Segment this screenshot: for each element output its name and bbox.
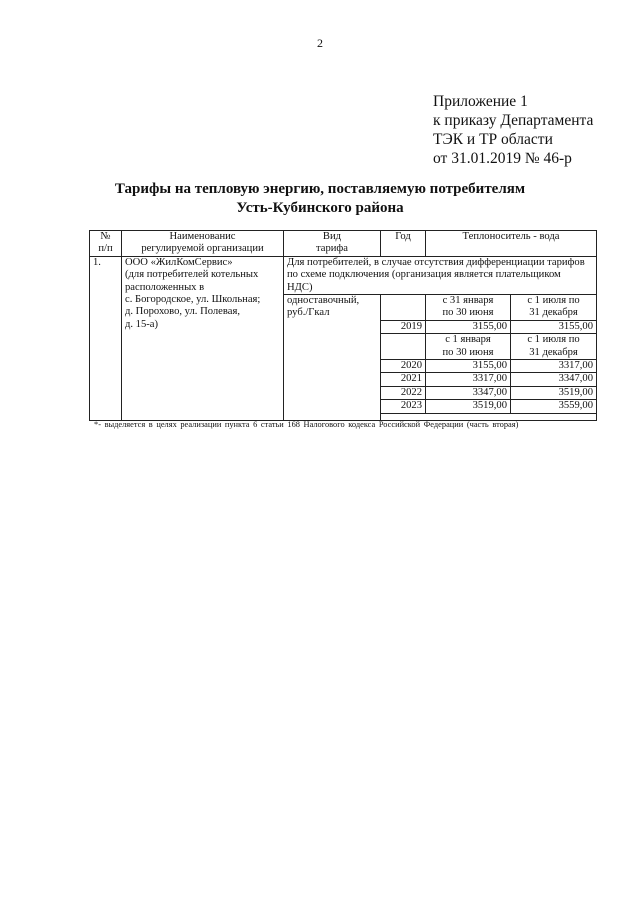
- header-text: п/п: [98, 243, 113, 255]
- period-line: с 1 января: [445, 334, 491, 346]
- year-cell: 2021: [381, 373, 426, 386]
- organization-line: расположенных в: [125, 281, 205, 293]
- period-second-half: [511, 334, 597, 360]
- consumers-note: [284, 256, 597, 294]
- note-line: НДС): [287, 281, 313, 293]
- row-number: 1.: [90, 256, 122, 420]
- note-line: Для потребителей, в случае отсутствия дифференциации тарифов: [287, 256, 585, 268]
- tariff-value: 3559,00: [511, 400, 597, 413]
- tariff-type-line: одноставочный,: [287, 295, 360, 307]
- header-text: №: [100, 231, 111, 242]
- appendix-line: Приложение 1: [433, 93, 528, 110]
- header-text: регулируемой организации: [141, 243, 264, 255]
- period-line: по 30 июня: [442, 307, 494, 319]
- tariff-table: [89, 230, 597, 421]
- tariff-value: 3519,00: [426, 400, 511, 413]
- year-cell: 2020: [381, 360, 426, 373]
- period-line: с 1 июля по: [527, 334, 580, 346]
- header-text: Вид: [322, 231, 342, 242]
- header-text: Наименованис: [169, 231, 236, 242]
- period-second-half: [511, 295, 597, 321]
- table-row: [90, 256, 597, 294]
- header-organization: [122, 231, 284, 257]
- document-title: [0, 180, 640, 218]
- period-line: 31 декабря: [529, 307, 578, 319]
- organization-line: (для потребителей котельных: [125, 269, 259, 281]
- header-text: тарифа: [316, 243, 348, 255]
- period-line: 31 декабря: [529, 346, 578, 358]
- header-row: [90, 231, 597, 257]
- tariff-value: 3317,00: [511, 360, 597, 373]
- organization-line: с. Богородское, ул. Школьная;: [125, 294, 261, 306]
- header-heat-carrier: Теплоноситель - вода: [426, 231, 597, 257]
- year-cell: 2023: [381, 400, 426, 413]
- year-cell: 2022: [381, 386, 426, 399]
- tariff-value: 3317,00: [426, 373, 511, 386]
- page-number: 2: [317, 36, 323, 50]
- header-num: [90, 231, 122, 257]
- year-cell-empty: [381, 334, 426, 360]
- header-tariff-type: [284, 231, 381, 257]
- footnote: *- выделяется в целях реализации пункта 6 статьи 168 Налогового кодекса Российской Федерации (часть вторая): [94, 420, 519, 429]
- tariff-value: 3347,00: [511, 373, 597, 386]
- organization-line: д. 15-а): [125, 318, 159, 330]
- year-cell-empty: [381, 295, 426, 321]
- period-line: с 1 июля по: [527, 295, 580, 307]
- appendix-block: [433, 92, 633, 168]
- title-line: Усть-Кубинского района: [236, 200, 404, 216]
- appendix-line: от 31.01.2019 № 46-р: [433, 150, 572, 167]
- tariff-type-cell: [284, 295, 381, 421]
- note-line: по схеме подключения (организация является плательщиком: [287, 269, 561, 281]
- period-first-half: [426, 295, 511, 321]
- appendix-line: к приказу Департамента: [433, 112, 594, 129]
- tariff-type-line: руб./Гкал: [287, 307, 330, 319]
- tariff-value: 3155,00: [426, 360, 511, 373]
- tariff-value: 3155,00: [426, 320, 511, 333]
- tariff-value: 3519,00: [511, 386, 597, 399]
- organization-line: д. Порохово, ул. Полевая,: [125, 306, 240, 318]
- period-first-half: [426, 334, 511, 360]
- organization-line: ООО «ЖилКомСервис»: [125, 256, 233, 268]
- tariff-value: 3155,00: [511, 320, 597, 333]
- period-line: по 30 июня: [442, 346, 494, 358]
- title-line: Тарифы на тепловую энергию, поставляемую потребителям: [114, 181, 526, 197]
- organization-cell: [122, 256, 284, 420]
- period-line: с 31 января: [442, 295, 494, 307]
- year-cell: 2019: [381, 320, 426, 333]
- tariff-value: 3347,00: [426, 386, 511, 399]
- header-year: Год: [381, 231, 426, 257]
- appendix-line: ТЭК и ТР области: [433, 131, 553, 148]
